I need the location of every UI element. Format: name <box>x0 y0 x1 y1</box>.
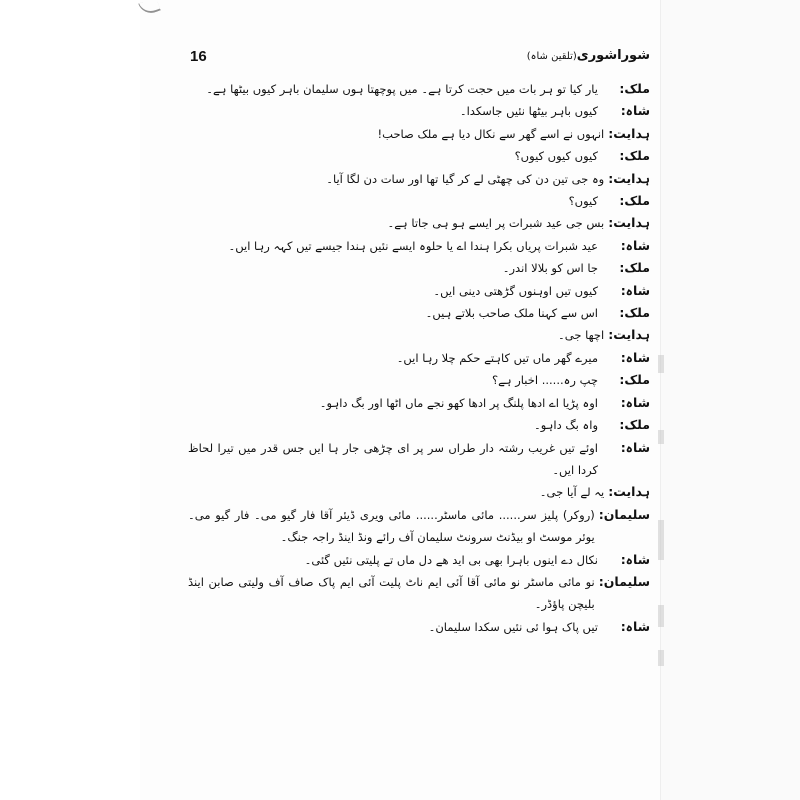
edge-speck <box>658 605 664 627</box>
speech-text: چپ رہ...... اخبار ہے؟ <box>491 373 598 388</box>
speaker-label: ہدایت: <box>608 327 650 343</box>
speech-text: تیں پاک ہوا ئی نئیں سکدا سلیمان۔ <box>428 619 598 634</box>
page-header <box>190 48 650 74</box>
dialogue-line <box>188 302 650 324</box>
dialogue-line <box>188 212 650 234</box>
speaker-label: ملک: <box>619 81 650 96</box>
speaker-label: ہدایت: <box>608 215 650 231</box>
speaker-label: شاہ: <box>620 551 650 567</box>
speech-text: وہ جی تین دن کی چھٹی لے کر گیا تھا اور سات دن لگا آیا۔ <box>326 171 605 186</box>
dialogue-line <box>188 414 650 436</box>
speaker-label: شاہ: <box>620 103 650 119</box>
dialogue-line <box>188 190 650 212</box>
speaker-label: ملک: <box>619 260 650 276</box>
speaker-label: ملک: <box>619 417 650 433</box>
speaker-label: ہدایت: <box>608 484 650 500</box>
dialogue-line <box>188 257 650 279</box>
dialogue-line <box>188 437 650 482</box>
edge-speck <box>658 355 664 373</box>
speech-text: (روکر) پلیز سر...... مائی ماسٹر...... مائی ویری ڈیئر آقا فار گیو می۔ فار گیو می۔ یوئر موسٹ او بیڈنٹ سرونٹ سلیمان آف رائے ونڈ اینڈ راجہ جنگ۔ <box>188 507 595 545</box>
dialogue-line <box>188 280 650 302</box>
speaker-label: شاہ: <box>620 394 650 410</box>
dialogue-line <box>188 549 650 571</box>
speech-text: عید شبرات پریاں بکرا ہندا اے یا حلوہ ایسے نئیں ہندا جیسے تیں کہہ رہا ایں۔ <box>228 238 598 253</box>
speaker-label: سلیمان: <box>598 506 650 522</box>
speech-text: اس سے کہنا ملک صاحب بلاتے ہیں۔ <box>425 306 598 321</box>
dialogue-line <box>188 392 650 414</box>
dialogue-line <box>188 504 650 549</box>
dialogue-line <box>188 78 650 100</box>
speaker-label: ملک: <box>619 372 650 388</box>
running-title <box>527 48 650 63</box>
speech-text: جا اس کو بلالا اندر۔ <box>502 261 598 276</box>
speech-text: اوئے تیں غریب رشتہ دار طراں سر پر ای چڑھی جار ہا ایں جس قدر میں تیرا لحاظ کردا ایں۔ <box>188 440 598 477</box>
speaker-label: ہدایت: <box>608 170 650 186</box>
speech-text: نو مائی ماسٹر نو مائی آقا آئی ایم ناٹ پلیت آئی ایم پاک صاف آف ولیتی صابن اینڈ بلیچن پاؤڈر۔ <box>188 574 595 612</box>
speaker-label: ہدایت: <box>608 125 650 141</box>
speech-text: واہ بگ داہو۔ <box>533 418 598 433</box>
dialogue-line <box>188 145 650 167</box>
dialogue-body <box>188 78 650 638</box>
page-edge-shadow <box>660 0 800 800</box>
edge-speck <box>658 430 664 444</box>
speech-text: نکال دے اینوں باہرا بھی بی اید ھے دل ماں تے پلیتی نئیں گئی۔ <box>304 552 598 567</box>
dialogue-line <box>188 235 650 257</box>
dialogue-line <box>188 481 650 503</box>
speaker-label: ملک: <box>619 305 650 321</box>
edge-speck <box>658 520 664 560</box>
speech-text: کیوں کیوں کیوں؟ <box>514 149 598 164</box>
speaker-label: شاہ: <box>620 282 650 298</box>
dialogue-line <box>188 616 650 638</box>
speech-text: کیوں؟ <box>568 194 598 209</box>
speaker-label: سلیمان: <box>598 573 650 589</box>
dialogue-line <box>188 369 650 391</box>
dialogue-line <box>188 100 650 122</box>
page-number: 16 <box>190 48 207 65</box>
speaker-label: شاہ: <box>620 237 650 253</box>
speech-text: اوہ پڑیا اے ادھا پلنگ پر ادھا کھو نجے ماں اٹھا اور بگ داہو۔ <box>319 395 598 410</box>
speaker-label: ملک: <box>619 193 650 209</box>
speech-text: کیوں باہر بیٹھا نئیں جاسکدا۔ <box>459 104 598 119</box>
speaker-label: شاہ: <box>620 618 650 634</box>
dialogue-line <box>188 571 650 616</box>
dialogue-line <box>188 347 650 369</box>
speaker-label: شاہ: <box>620 439 650 455</box>
speech-text: یہ لے آیا جی۔ <box>539 485 605 500</box>
dialogue-line <box>188 168 650 190</box>
speaker-label: ملک: <box>619 148 650 164</box>
book-title: شوراشوری <box>576 48 650 63</box>
book-subtitle: (تلقین شاہ) <box>526 51 577 62</box>
dialogue-line <box>188 324 650 346</box>
edge-speck <box>658 650 664 666</box>
speech-text: بس جی عید شبرات پر ایسے ہو ہی جاتا ہے۔ <box>387 216 605 231</box>
dialogue-line <box>188 123 650 145</box>
speech-text: اچھا جی۔ <box>558 328 605 343</box>
speech-text: یار کیا تو ہر بات میں حجت کرتا ہے۔ میں پوچھتا ہوں سلیمان باہر کیوں بیٹھا ہے۔ <box>206 82 598 96</box>
speech-text: انہوں نے اسے گھر سے نکال دیا ہے ملک صاحب! <box>377 126 605 141</box>
speech-text: میرے گھر ماں تیں کاہتے حکم چلا رہا ایں۔ <box>396 350 598 365</box>
speech-text: کیوں تیں اوہنوں گڑھتی دینی ایں۔ <box>433 283 598 298</box>
speaker-label: شاہ: <box>620 349 650 365</box>
